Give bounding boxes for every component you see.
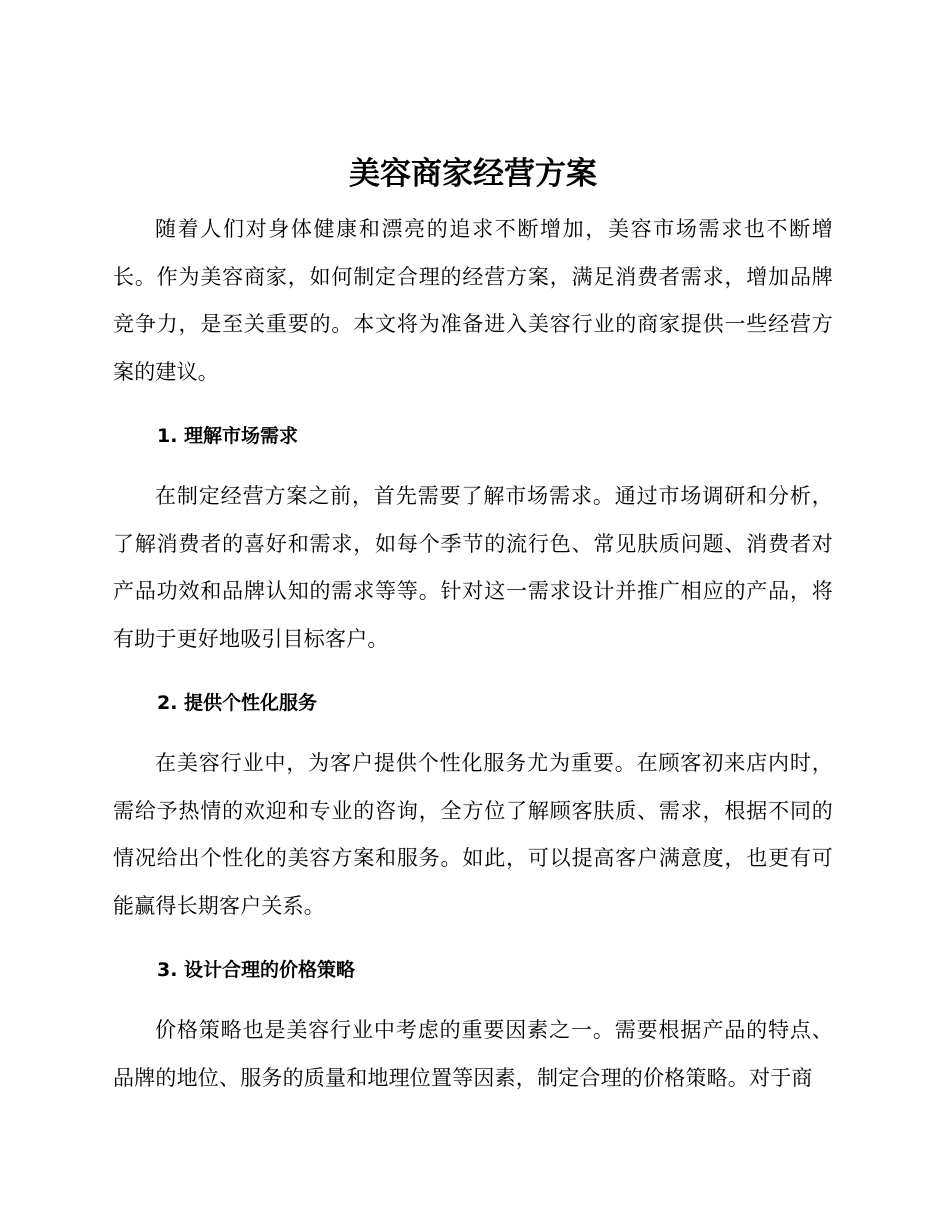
- section-heading-market-demand: 1. 理解市场需求: [157, 425, 299, 447]
- section-heading-personalized-service: 2. 提供个性化服务: [157, 692, 318, 714]
- section-body-pricing-strategy: 价格策略也是美容行业中考虑的重要因素之一。需要根据产品的特点、品牌的地位、服务的质量和地理位置等因素，制定合理的价格策略。对于商: [113, 1018, 833, 1090]
- section-body-personalized-service: 在美容行业中，为客户提供个性化服务尤为重要。在顾客初来店内时，需给予热情的欢迎和专业的咨询，全方位了解顾客肤质、需求，根据不同的情况给出个性化的美容方案和服务。如此，可以提高客户满意度，也更有可能赢得长期客户关系。: [113, 751, 833, 918]
- section-heading-pricing-strategy: 3. 设计合理的价格策略: [157, 959, 356, 981]
- document-title: 美容商家经营方案: [349, 156, 597, 192]
- intro-paragraph: 随着人们对身体健康和漂亮的追求不断增加，美容市场需求也不断增长。作为美容商家，如何制定合理的经营方案，满足消费者需求，增加品牌竞争力，是至关重要的。本文将为准备进入美容行业的商家提供一些经营方案的建议。: [113, 217, 833, 384]
- section-body-market-demand: 在制定经营方案之前，首先需要了解市场需求。通过市场调研和分析，了解消费者的喜好和需求，如每个季节的流行色、常见肤质问题、消费者对产品功效和品牌认知的需求等等。针对这一需求设计并推广相应的产品，将有助于更好地吸引目标客户。: [113, 484, 833, 651]
- document-page: [113, 148, 833, 1102]
